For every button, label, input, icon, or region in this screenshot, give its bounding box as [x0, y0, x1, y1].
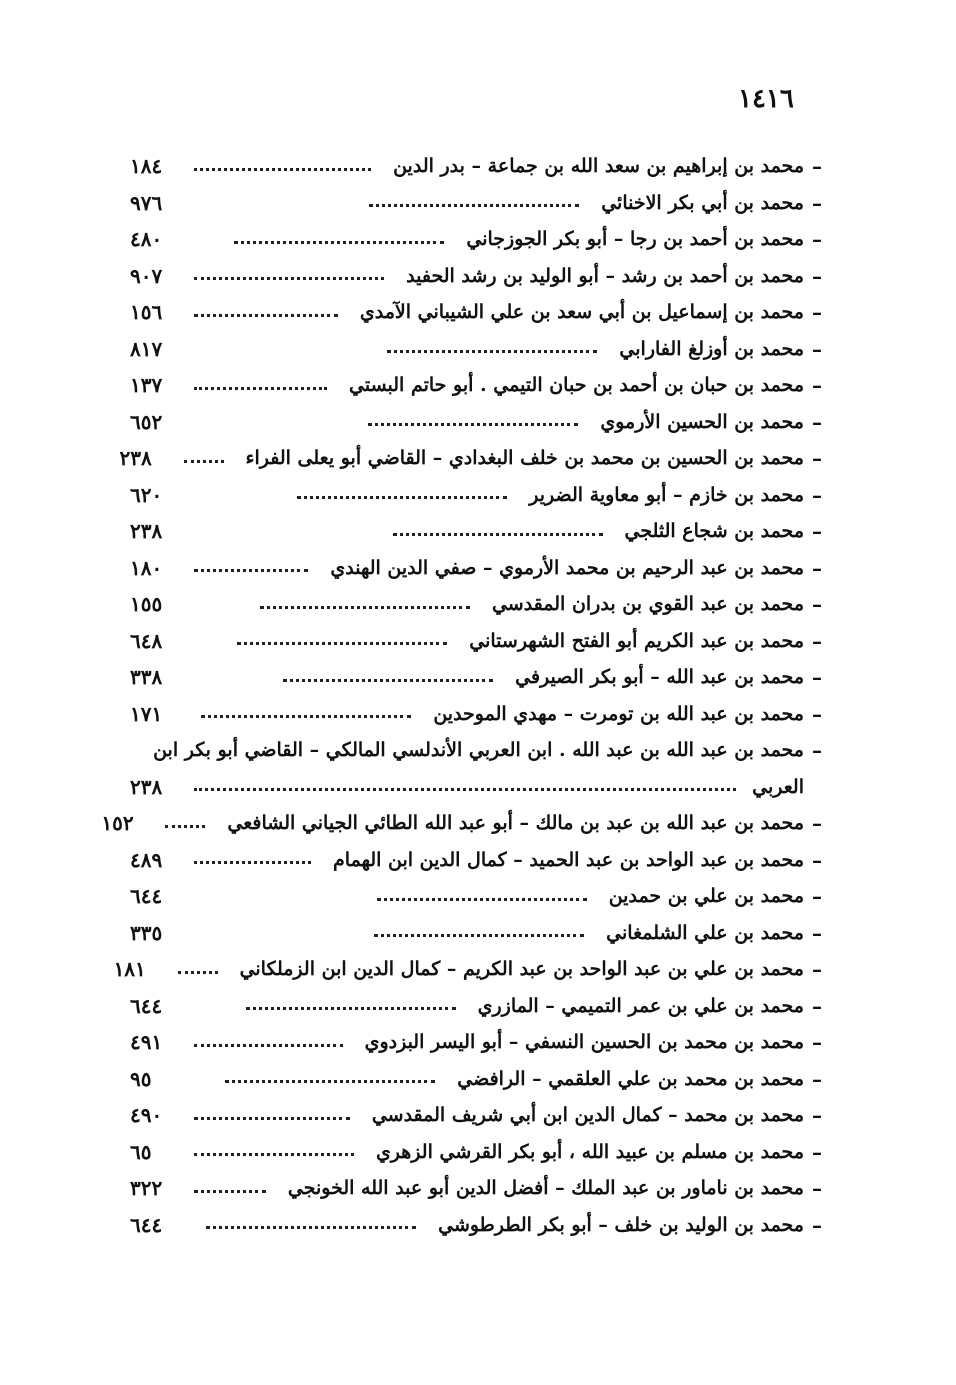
index-entry [130, 1061, 830, 1098]
dot-leader [194, 387, 327, 390]
entry-dash: – [812, 555, 822, 580]
dot-leader [194, 1044, 343, 1047]
index-entry [119, 440, 830, 477]
entry-page-ref: ١٨٠ [130, 555, 163, 580]
entry-name: محمد بن أبي بكر الاخنائي [601, 191, 804, 214]
entry-page-ref: ٨١٧ [130, 336, 163, 361]
entry-page-ref: ٦٤٤ [130, 884, 163, 909]
dot-leader [184, 460, 224, 463]
index-entry [130, 221, 830, 258]
entry-page-ref: ١٨٤ [130, 154, 163, 179]
index-entry [130, 988, 830, 1025]
entry-dash: – [812, 592, 822, 617]
dot-leader [237, 642, 447, 645]
entry-name: محمد بن الوليد بن خلف – أبو بكر الطرطوشي [438, 1213, 804, 1236]
dot-leader [368, 423, 578, 426]
entry-page-ref: ٤٨٩ [130, 847, 163, 872]
entry-dash: – [812, 519, 822, 544]
entry-dash: – [812, 1212, 822, 1237]
entry-dash: – [812, 263, 822, 288]
entry-dash: – [812, 701, 822, 726]
index-entry [130, 659, 830, 696]
entry-page-ref: ٢٣٨ [130, 519, 163, 544]
entry-page-ref: ٦٤٤ [130, 993, 163, 1018]
entry-dash: – [812, 1030, 822, 1055]
dot-leader [387, 350, 597, 353]
entry-page-ref: ٣٣٨ [130, 665, 163, 690]
dot-leader [194, 168, 371, 171]
entry-page-ref: ١٨١ [113, 957, 146, 982]
entry-name-line2: العربي [752, 775, 804, 798]
entry-page-ref: ٣٢٢ [130, 1176, 163, 1201]
index-entry [130, 331, 830, 368]
index-entry [130, 148, 830, 185]
entry-name: محمد بن علي بن حمدين [608, 885, 804, 908]
index-entry [130, 586, 830, 623]
entry-name: محمد بن عبد القوي بن بدران المقدسي [491, 593, 804, 616]
dot-leader [374, 934, 584, 937]
dot-leader [194, 1153, 354, 1156]
entry-dash: – [812, 884, 822, 909]
dot-leader [201, 715, 411, 718]
dot-leader [194, 1190, 266, 1193]
entry-name: محمد بن علي بن عمر التميمي – المازري [477, 994, 804, 1017]
dot-leader [194, 861, 311, 864]
entry-name: محمد بن محمد بن علي العلقمي – الرافضي [457, 1067, 804, 1090]
dot-leader [393, 533, 603, 536]
entry-name: محمد بن علي بن عبد الواحد بن عبد الكريم – كمال الدين ابن الزملكاني [239, 958, 804, 981]
entry-name: محمد بن خازم – أبو معاوية الضرير [529, 483, 804, 506]
entry-dash: – [812, 1139, 822, 1164]
dot-leader [260, 606, 470, 609]
dot-leader [165, 825, 205, 828]
dot-leader [225, 1080, 435, 1083]
dot-leader [234, 241, 444, 244]
entry-page-ref: ٣٣٥ [130, 920, 163, 945]
entry-name: محمد بن إسماعيل بن أبي سعد بن علي الشيباني الآمدي [359, 301, 804, 324]
index-entry-long [130, 732, 830, 805]
dot-leader [283, 679, 493, 682]
index-entry [130, 696, 830, 733]
entry-dash: – [812, 628, 822, 653]
entry-page-ref: ١٥٦ [130, 300, 163, 325]
index-entry [130, 1097, 830, 1134]
index-entry [130, 367, 830, 404]
dot-leader [369, 204, 579, 207]
dot-leader [194, 1117, 350, 1120]
entry-page-ref: ٤٩١ [130, 1030, 163, 1055]
entry-name: محمد بن عبد الرحيم بن محمد الأرموي – صفي الدين الهندي [330, 556, 804, 579]
dot-leader [194, 277, 384, 280]
entry-name: محمد بن علي الشلمغاني [606, 921, 804, 944]
entry-page-ref: ٢٣٨ [119, 446, 152, 471]
entry-name: محمد بن عبد الله بن عبد بن مالك – أبو عبد الله الطائي الجياني الشافعي [227, 812, 804, 835]
entry-name: محمد بن الحسين بن محمد بن خلف البغدادي – القاضي أبو يعلى الفراء [245, 447, 804, 470]
index-entry [130, 1134, 830, 1171]
index-entry [130, 842, 830, 879]
index-entry [130, 878, 830, 915]
entry-dash: – [812, 665, 822, 690]
index-entry [130, 294, 830, 331]
entry-page-ref: ٩٠٧ [130, 263, 163, 288]
dot-leader [178, 971, 218, 974]
entry-page-ref: ٦٢٠ [130, 482, 163, 507]
index-entry [130, 477, 830, 514]
entry-page-ref: ٩٧٦ [130, 190, 163, 215]
entry-dash: – [812, 993, 822, 1018]
index-entry [130, 258, 830, 295]
dot-leader [206, 1226, 416, 1229]
entry-dash: – [812, 847, 822, 872]
index-entry [113, 951, 830, 988]
entry-page-ref: ٤٨٠ [130, 227, 163, 252]
dot-leader [194, 569, 308, 572]
entry-name: محمد بن عبد الله – أبو بكر الصيرفي [515, 666, 804, 689]
entry-page-ref: ٢٣٨ [130, 774, 163, 799]
entry-name: محمد بن عبد الكريم أبو الفتح الشهرستاني [469, 629, 804, 652]
dot-leader [246, 1007, 456, 1010]
entry-page-ref: ١٣٧ [130, 373, 163, 398]
dot-leader [194, 788, 736, 791]
entry-dash: – [812, 373, 822, 398]
page-number: ١٤١٦ [738, 84, 794, 114]
entry-name: محمد بن ناماور بن عبد الملك – أفضل الدين أبو عبد الله الخونجي [287, 1177, 804, 1200]
index-entry [130, 550, 830, 587]
entry-dash: – [812, 482, 822, 507]
entry-name-line1: محمد بن عبد الله بن عبد الله . ابن العربي الأندلسي المالكي – القاضي أبو بكر ابن [153, 739, 804, 762]
entry-page-ref: ٦٤٤ [130, 1212, 163, 1237]
entry-page-ref: ٤٩٠ [130, 1103, 163, 1128]
index-entry [130, 915, 830, 952]
entry-page-ref: ١٧١ [130, 701, 163, 726]
entry-name: محمد بن أحمد بن رشد – أبو الوليد بن رشد الحفيد [406, 264, 804, 287]
entry-name: محمد بن عبد الله بن تومرت – مهدي الموحدين [433, 702, 804, 725]
entry-dash: – [812, 190, 822, 215]
entry-page-ref: ٩٥ [130, 1066, 152, 1091]
entry-dash: – [812, 409, 822, 434]
entry-dash: – [812, 957, 822, 982]
entry-dash: – [812, 738, 822, 763]
index-entry [130, 185, 830, 222]
entry-page-ref: ١٥٢ [101, 811, 134, 836]
entry-dash: – [812, 154, 822, 179]
entry-dash: – [812, 336, 822, 361]
entry-name: محمد بن حبان بن أحمد بن حبان التيمي . أبو حاتم البستي [349, 374, 804, 397]
entry-dash: – [812, 920, 822, 945]
entry-dash: – [812, 1066, 822, 1091]
entry-name: محمد بن محمد بن الحسين النسفي – أبو اليسر البزدوي [364, 1031, 804, 1054]
index-entry [130, 1024, 830, 1061]
dot-leader [297, 496, 507, 499]
entry-dash: – [812, 811, 822, 836]
index-entry [130, 513, 830, 550]
dot-leader [377, 898, 587, 901]
entry-name: محمد بن أحمد بن رجا – أبو بكر الجوزجاني [466, 228, 804, 251]
entry-name: محمد بن إبراهيم بن سعد الله بن جماعة – بدر الدين [393, 155, 804, 178]
entry-dash: – [812, 446, 822, 471]
index-entry [130, 404, 830, 441]
entry-page-ref: ٦٥ [130, 1139, 152, 1164]
entry-name: محمد بن شجاع الثلجي [624, 520, 804, 543]
entry-name: محمد بن الحسين الأرموي [600, 410, 804, 433]
index-list [101, 148, 830, 1243]
entry-page-ref: ٦٥٢ [130, 409, 163, 434]
entry-page-ref: ١٥٥ [130, 592, 163, 617]
index-entry [130, 1207, 830, 1244]
index-entry [130, 1170, 830, 1207]
index-entry [101, 805, 830, 842]
index-entry [130, 623, 830, 660]
entry-dash: – [812, 1176, 822, 1201]
entry-dash: – [812, 1103, 822, 1128]
entry-dash: – [812, 300, 822, 325]
entry-page-ref: ٦٤٨ [130, 628, 163, 653]
entry-name: محمد بن عبد الواحد بن عبد الحميد – كمال الدين ابن الهمام [333, 848, 804, 871]
dot-leader [194, 314, 338, 317]
entry-name: محمد بن محمد – كمال الدين ابن أبي شريف المقدسي [371, 1104, 804, 1127]
entry-name: محمد بن أوزلغ الفارابي [619, 337, 804, 360]
entry-name: محمد بن مسلم بن عبيد الله ، أبو بكر القرشي الزهري [375, 1140, 804, 1163]
entry-dash: – [812, 227, 822, 252]
